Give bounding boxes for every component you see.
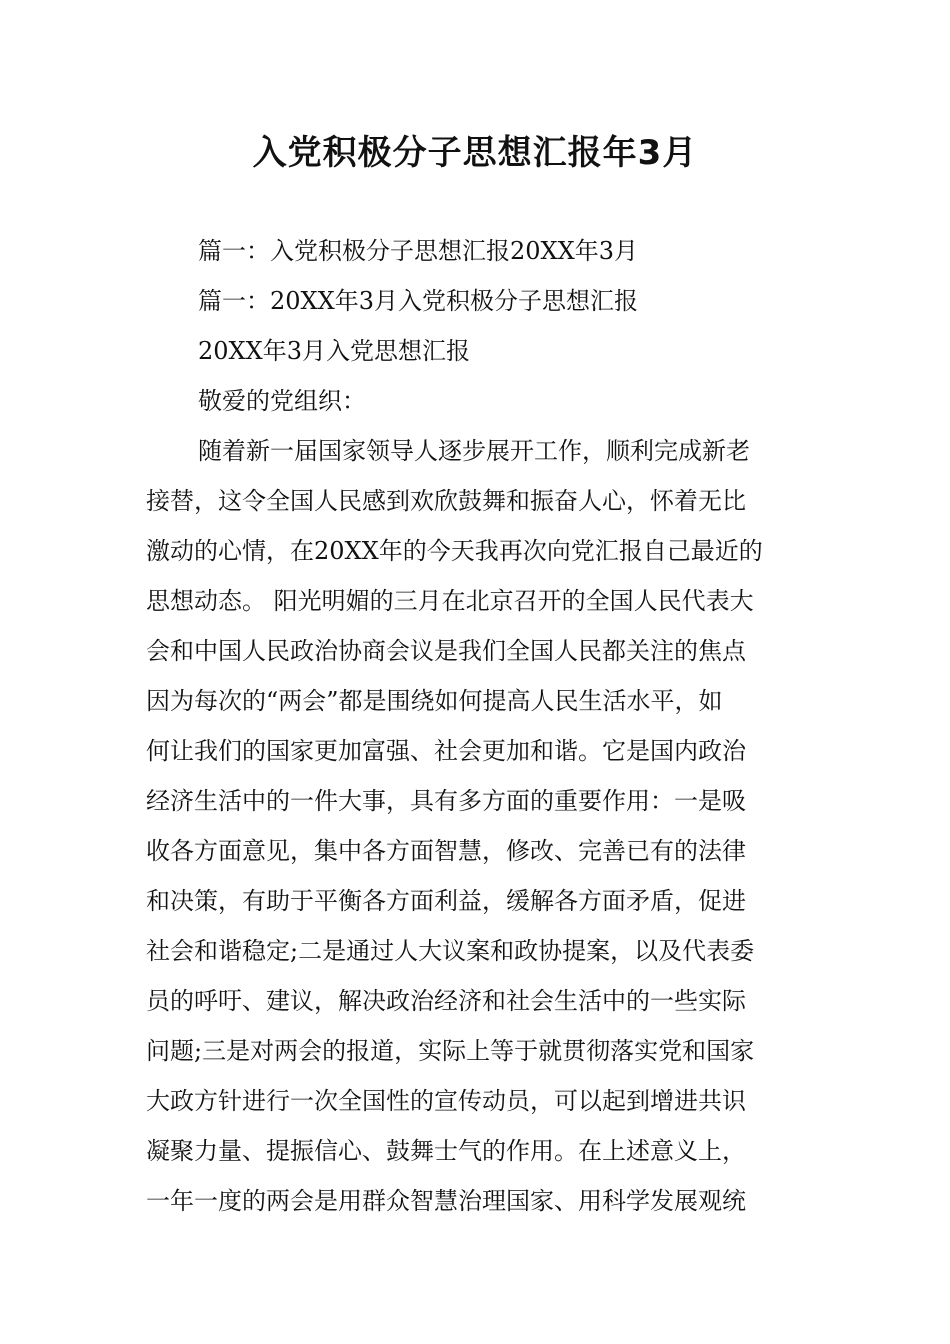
salutation: 敬爱的党组织： — [198, 387, 366, 415]
paragraph-line: 何让我们的国家更加富强、社会更加和谐。它是国内政治 — [146, 737, 746, 765]
heading-line: 篇一：20XX年3月入党积极分子思想汇报 — [198, 287, 638, 315]
paragraph-line: 社会和谐稳定;二是通过人大议案和政协提案，以及代表委 — [146, 937, 755, 965]
paragraph-line: 和决策，有助于平衡各方面利益，缓解各方面矛盾，促进 — [146, 887, 746, 915]
paragraph-line: 激动的心情，在20XX年的今天我再次向党汇报自己最近的 — [146, 537, 763, 565]
paragraph-line: 因为每次的“两会”都是围绕如何提高人民生活水平，如 — [146, 687, 723, 715]
paragraph-line: 接替，这令全国人民感到欢欣鼓舞和振奋人心，怀着无比 — [146, 487, 746, 515]
paragraph-line: 一年一度的两会是用群众智慧治理国家、用科学发展观统 — [146, 1187, 746, 1215]
paragraph-line: 问题;三是对两会的报道，实际上等于就贯彻落实党和国家 — [146, 1037, 755, 1065]
paragraph-line: 凝聚力量、提振信心、鼓舞士气的作用。在上述意义上， — [146, 1137, 746, 1165]
paragraph-line: 随着新一届国家领导人逐步展开工作，顺利完成新老 — [198, 437, 750, 465]
paragraph-line: 员的呼吁、建议，解决政治经济和社会生活中的一些实际 — [146, 987, 746, 1015]
paragraph-line: 会和中国人民政治协商会议是我们全国人民都关注的焦点 — [146, 637, 746, 665]
heading-line: 20XX年3月入党思想汇报 — [198, 337, 470, 365]
document-body — [146, 226, 806, 1226]
heading-line: 篇一：入党积极分子思想汇报20XX年3月 — [198, 237, 638, 265]
document-title: 入党积极分子思想汇报年3月 — [252, 133, 698, 173]
paragraph-line: 思想动态。 阳光明媚的三月在北京召开的全国人民代表大 — [146, 587, 754, 615]
paragraph-line: 大政方针进行一次全国性的宣传动员，可以起到增进共识 — [146, 1087, 746, 1115]
paragraph-line: 收各方面意见，集中各方面智慧，修改、完善已有的法律 — [146, 837, 746, 865]
paragraph-line: 经济生活中的一件大事，具有多方面的重要作用：一是吸 — [146, 787, 746, 815]
